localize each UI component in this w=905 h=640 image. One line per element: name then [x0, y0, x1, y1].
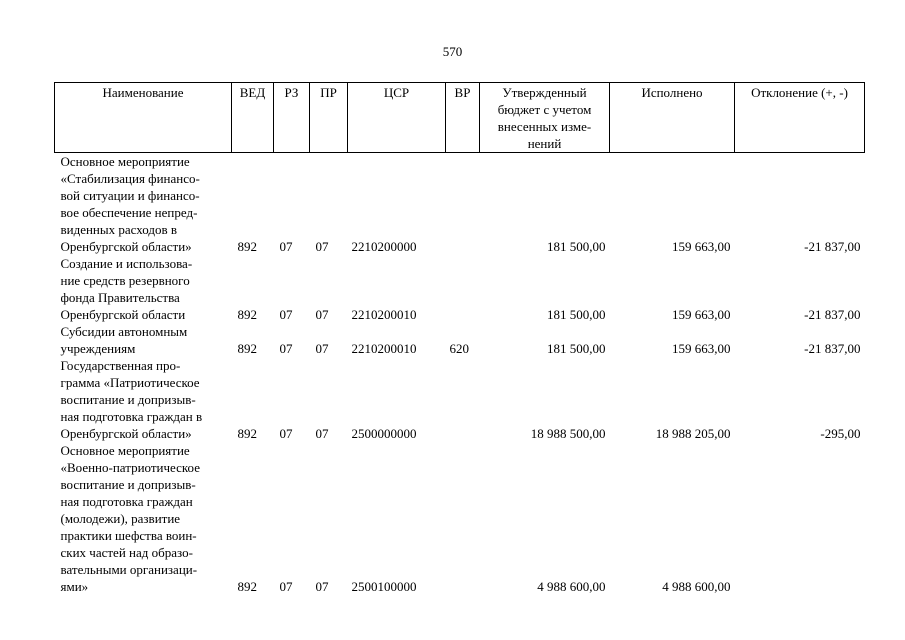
row-ved: 892: [237, 341, 257, 356]
row-ved: 892: [237, 426, 257, 441]
table-header: [55, 83, 865, 153]
row-rz: 07: [279, 579, 293, 594]
row-vr: [446, 153, 480, 256]
row-name: Субсидии автономным учреждениям: [60, 324, 188, 356]
header-ved: ВЕД: [232, 83, 274, 153]
row-executed: 18 988 205,00: [655, 426, 731, 441]
row-approved: 181 500,00: [547, 307, 606, 322]
row-rz: 07: [279, 341, 293, 356]
row-csr: 2210200010: [351, 307, 417, 322]
row-approved: 181 500,00: [547, 239, 606, 254]
row-csr: 2500100000: [351, 579, 417, 594]
row-deviation: -21 837,00: [804, 341, 861, 356]
row-executed: 159 663,00: [672, 239, 731, 254]
row-name: Государственная про- грамма «Патриотическое воспитание и допризыв- ная подготовка граждан в Оренбургской области»: [60, 358, 203, 441]
row-vr: [446, 357, 480, 442]
row-pr: 07: [315, 307, 329, 322]
table-row: [55, 153, 865, 256]
row-approved: 18 988 500,00: [530, 426, 606, 441]
header-executed: Исполнено: [610, 83, 735, 153]
row-pr: 07: [315, 239, 329, 254]
table-body: [55, 153, 865, 596]
table-row: [55, 255, 865, 323]
row-executed: 159 663,00: [672, 307, 731, 322]
row-deviation: -295,00: [820, 426, 861, 441]
row-csr: 2210200010: [351, 341, 417, 356]
row-approved: 181 500,00: [547, 341, 606, 356]
row-executed: 4 988 600,00: [662, 579, 731, 594]
row-deviation: -21 837,00: [804, 239, 861, 254]
row-csr: 2210200000: [351, 239, 417, 254]
row-ved: 892: [237, 579, 257, 594]
header-approved: Утвержденный бюджет с учетом внесенных изме-нений: [480, 83, 610, 153]
row-name: Создание и использова- ние средств резервного фонда Правительства Оренбургской области: [60, 256, 193, 322]
row-vr: [446, 255, 480, 323]
row-name: Основное мероприятие «Стабилизация финансо- вой ситуации и финансо- вое обеспечение непред- виденных расходов в Оренбургской области»: [60, 154, 200, 254]
row-rz: 07: [279, 239, 293, 254]
table-row: [55, 357, 865, 442]
row-vr: 620: [449, 341, 469, 356]
row-rz: 07: [279, 426, 293, 441]
row-deviation: [735, 442, 865, 595]
row-pr: 07: [315, 579, 329, 594]
row-deviation: -21 837,00: [804, 307, 861, 322]
row-name: Основное мероприятие «Военно-патриотическое воспитание и допризыв- ная подготовка граждан (молодежи), развитие практики шефства воин- ских частей над образо- вательными организаци- ями»: [60, 443, 200, 594]
row-rz: 07: [279, 307, 293, 322]
row-pr: 07: [315, 426, 329, 441]
row-csr: 2500000000: [351, 426, 417, 441]
page-number: 570: [442, 44, 463, 59]
budget-table: [54, 82, 865, 595]
header-rz: РЗ: [274, 83, 310, 153]
row-ved: 892: [237, 307, 257, 322]
row-executed: 159 663,00: [672, 341, 731, 356]
header-vr: ВР: [446, 83, 480, 153]
row-pr: 07: [315, 341, 329, 356]
table-row: [55, 323, 865, 357]
header-pr: ПР: [310, 83, 348, 153]
header-name: Наименование: [55, 83, 232, 153]
header-csr: ЦСР: [348, 83, 446, 153]
row-approved: 4 988 600,00: [537, 579, 606, 594]
header-deviation: Отклонение (+, -): [735, 83, 865, 153]
row-ved: 892: [237, 239, 257, 254]
table-row: [55, 442, 865, 595]
row-vr: [446, 442, 480, 595]
